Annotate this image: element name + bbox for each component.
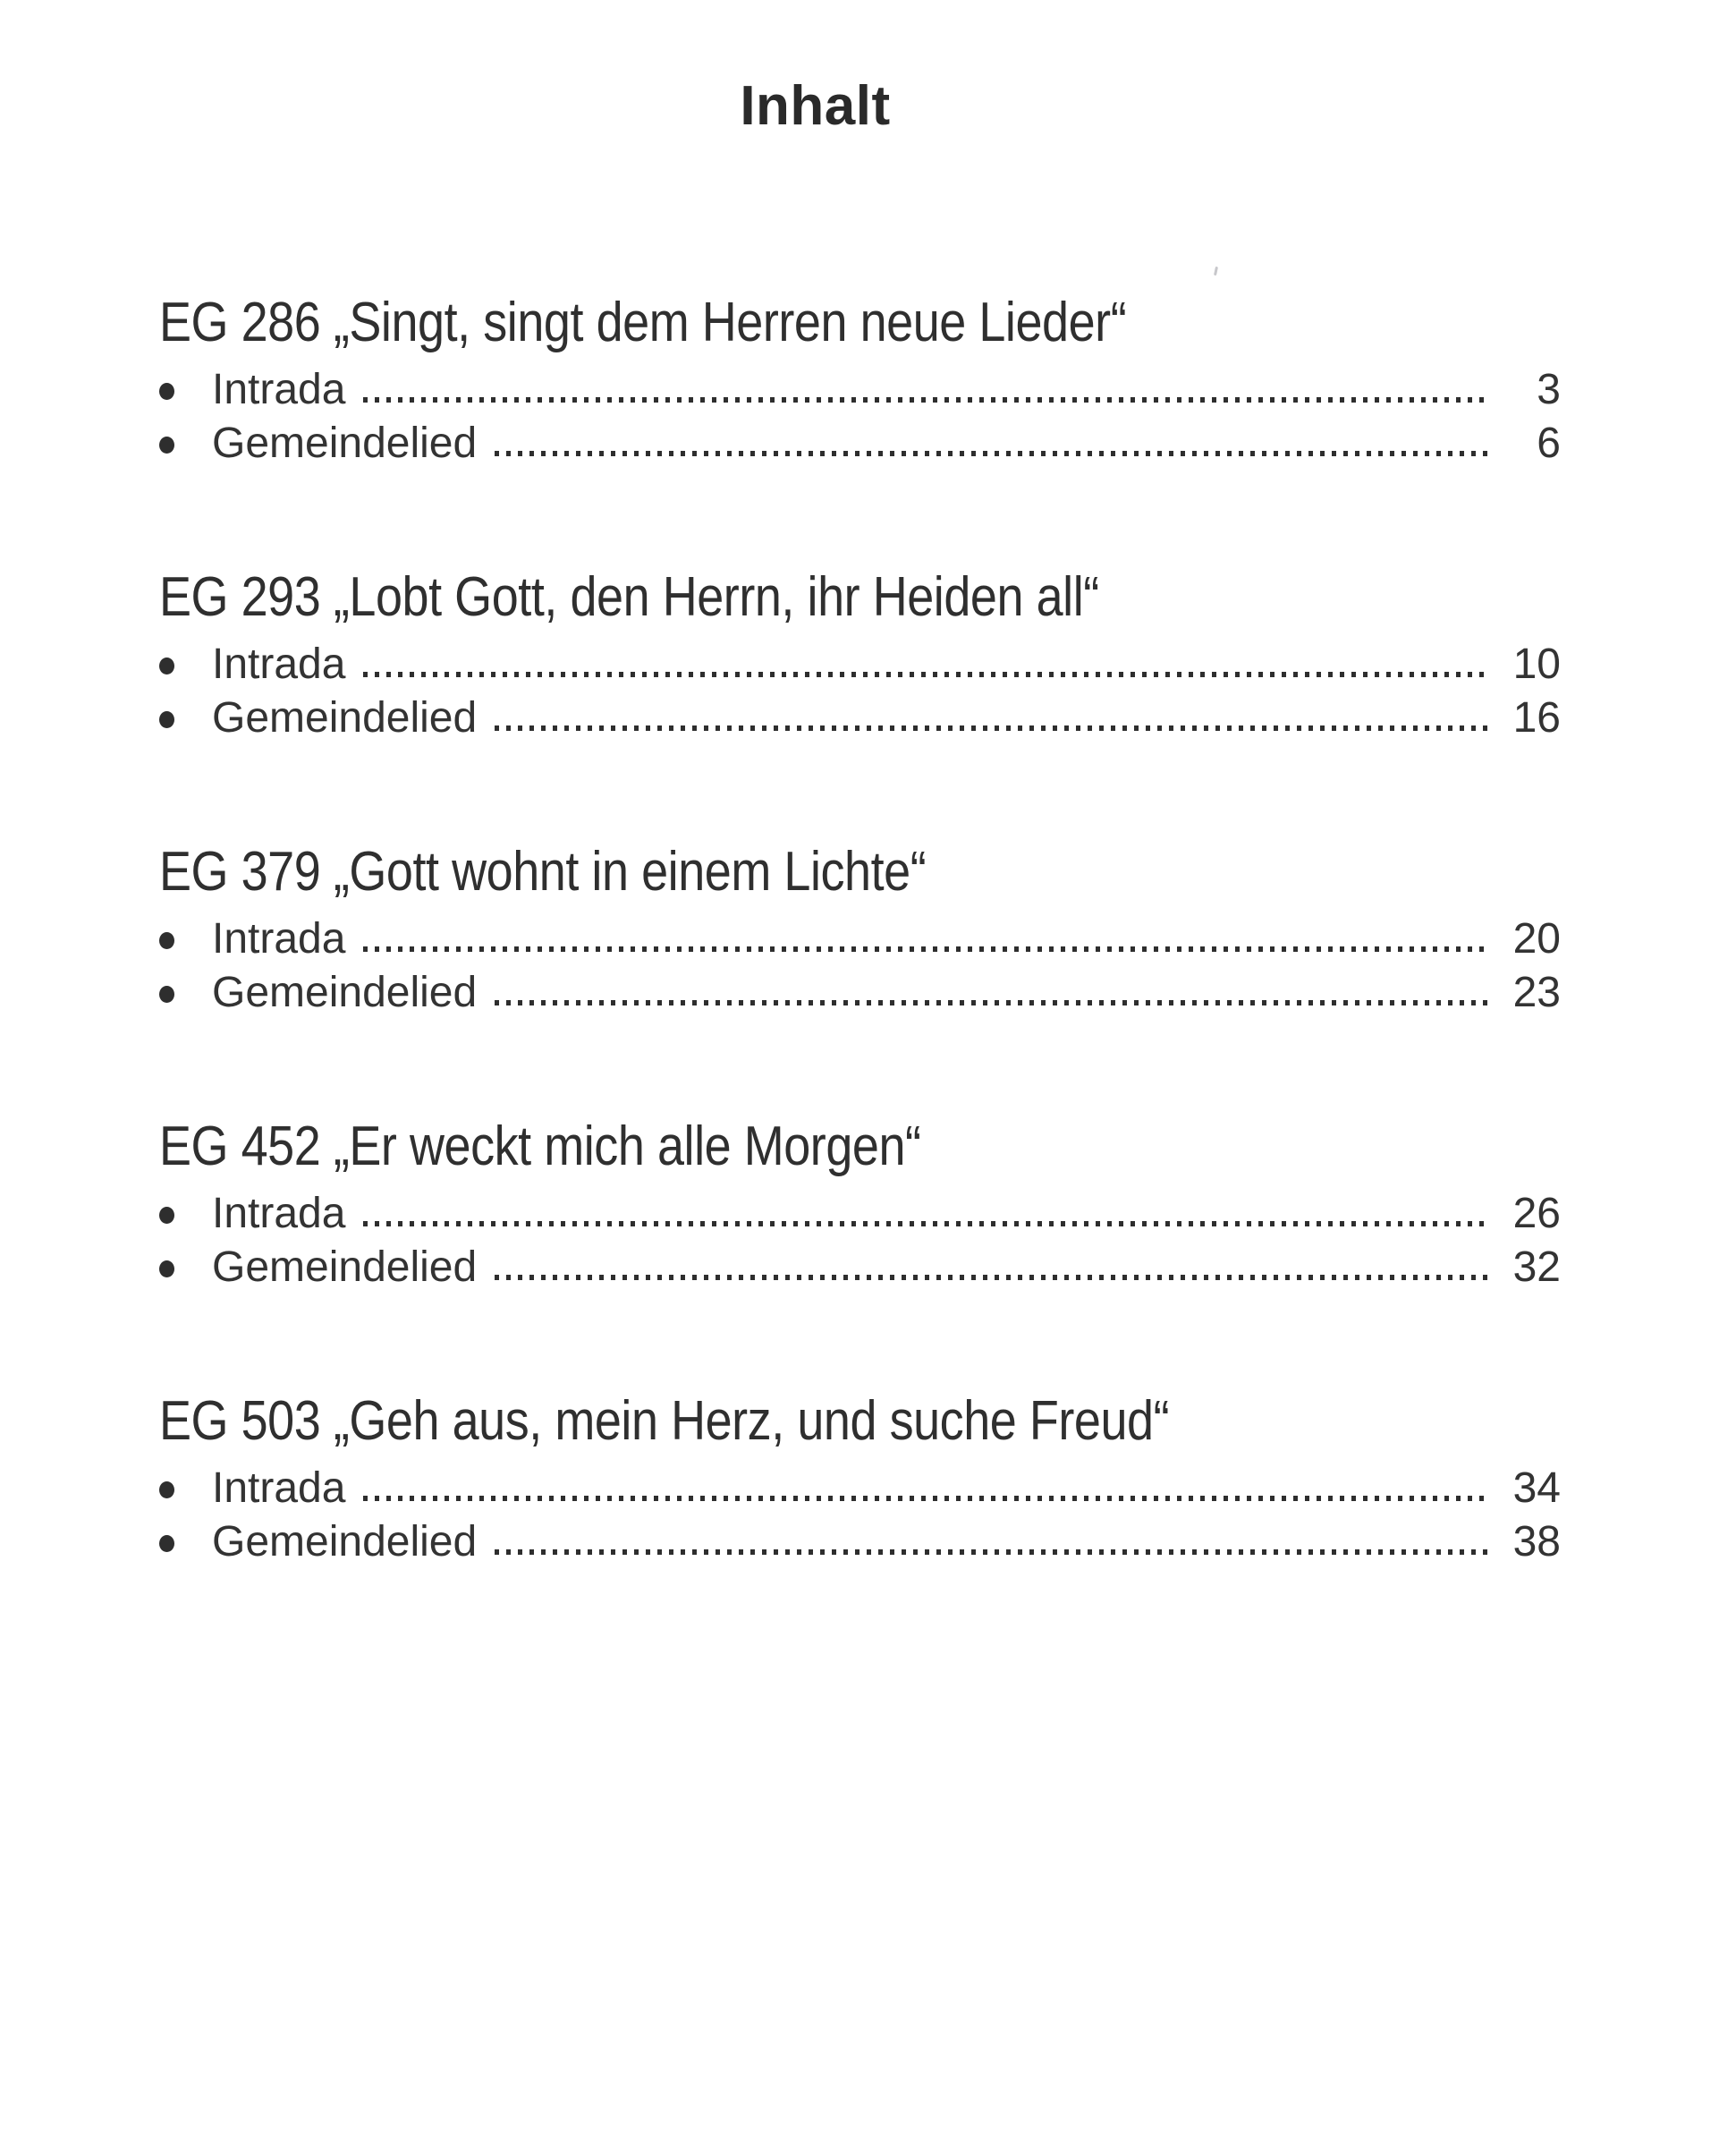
toc-entry [159, 363, 1561, 417]
toc-section-eg-452 [159, 1116, 1561, 1294]
entry-page-number: 23 [1512, 969, 1561, 1016]
dotted-leader [495, 691, 1491, 745]
toc-section-eg-379 [159, 841, 1561, 1020]
bullet-icon [159, 1481, 174, 1498]
toc-section-eg-286 [159, 292, 1561, 471]
table-of-contents [159, 292, 1561, 1569]
entry-label: Gemeindelied [212, 694, 478, 742]
toc-section-eg-293 [159, 566, 1561, 745]
entry-page-number: 26 [1512, 1190, 1561, 1237]
dotted-leader [363, 363, 1491, 417]
entry-label: Intrada [212, 366, 346, 413]
bullet-icon [159, 437, 174, 454]
dotted-leader [495, 417, 1491, 471]
bullet-icon [159, 383, 174, 400]
toc-section-eg-503 [159, 1390, 1561, 1569]
scan-artifact [1214, 267, 1218, 276]
toc-entry [159, 417, 1561, 471]
entry-label: Intrada [212, 1464, 346, 1512]
dotted-leader [495, 1241, 1491, 1294]
toc-entry [159, 966, 1561, 1020]
entry-label: Gemeindelied [212, 969, 478, 1016]
entry-page-number: 34 [1512, 1464, 1561, 1512]
toc-entry [159, 691, 1561, 745]
section-heading: EG 503 „Geh aus, mein Herz, und suche Freud“ [159, 1390, 1170, 1452]
toc-entry [159, 1241, 1561, 1294]
section-heading: EG 286 „Singt, singt dem Herren neue Lieder“ [159, 292, 1127, 353]
entry-page-number: 38 [1512, 1518, 1561, 1565]
entry-label: Gemeindelied [212, 1243, 478, 1291]
bullet-icon [159, 1207, 174, 1224]
bullet-icon [159, 711, 174, 728]
bullet-icon [159, 986, 174, 1003]
toc-entry [159, 1462, 1561, 1515]
dotted-leader [363, 1187, 1491, 1241]
toc-entry [159, 1515, 1561, 1569]
section-heading: EG 379 „Gott wohnt in einem Lichte“ [159, 841, 927, 903]
dotted-leader [495, 966, 1491, 1020]
bullet-icon [159, 1535, 174, 1552]
entry-label: Intrada [212, 1190, 346, 1237]
entry-page-number: 6 [1537, 420, 1561, 467]
entry-label: Gemeindelied [212, 420, 478, 467]
dotted-leader [495, 1515, 1491, 1569]
entry-page-number: 10 [1512, 641, 1561, 688]
toc-entry [159, 912, 1561, 966]
entry-page-number: 16 [1512, 694, 1561, 742]
dotted-leader [363, 1462, 1491, 1515]
toc-entry [159, 638, 1561, 691]
entry-page-number: 3 [1537, 366, 1561, 413]
bullet-icon [159, 1260, 174, 1277]
dotted-leader [363, 912, 1491, 966]
bullet-icon [159, 932, 174, 949]
bullet-icon [159, 658, 174, 674]
entry-label: Intrada [212, 641, 346, 688]
dotted-leader [363, 638, 1491, 691]
entry-page-number: 20 [1512, 915, 1561, 963]
page-title: Inhalt [740, 75, 891, 137]
entry-label: Intrada [212, 915, 346, 963]
section-heading: EG 452 „Er weckt mich alle Morgen“ [159, 1116, 921, 1177]
entry-label: Gemeindelied [212, 1518, 478, 1565]
toc-entry [159, 1187, 1561, 1241]
section-heading: EG 293 „Lobt Gott, den Herrn, ihr Heiden all“ [159, 566, 1099, 628]
entry-page-number: 32 [1512, 1243, 1561, 1291]
